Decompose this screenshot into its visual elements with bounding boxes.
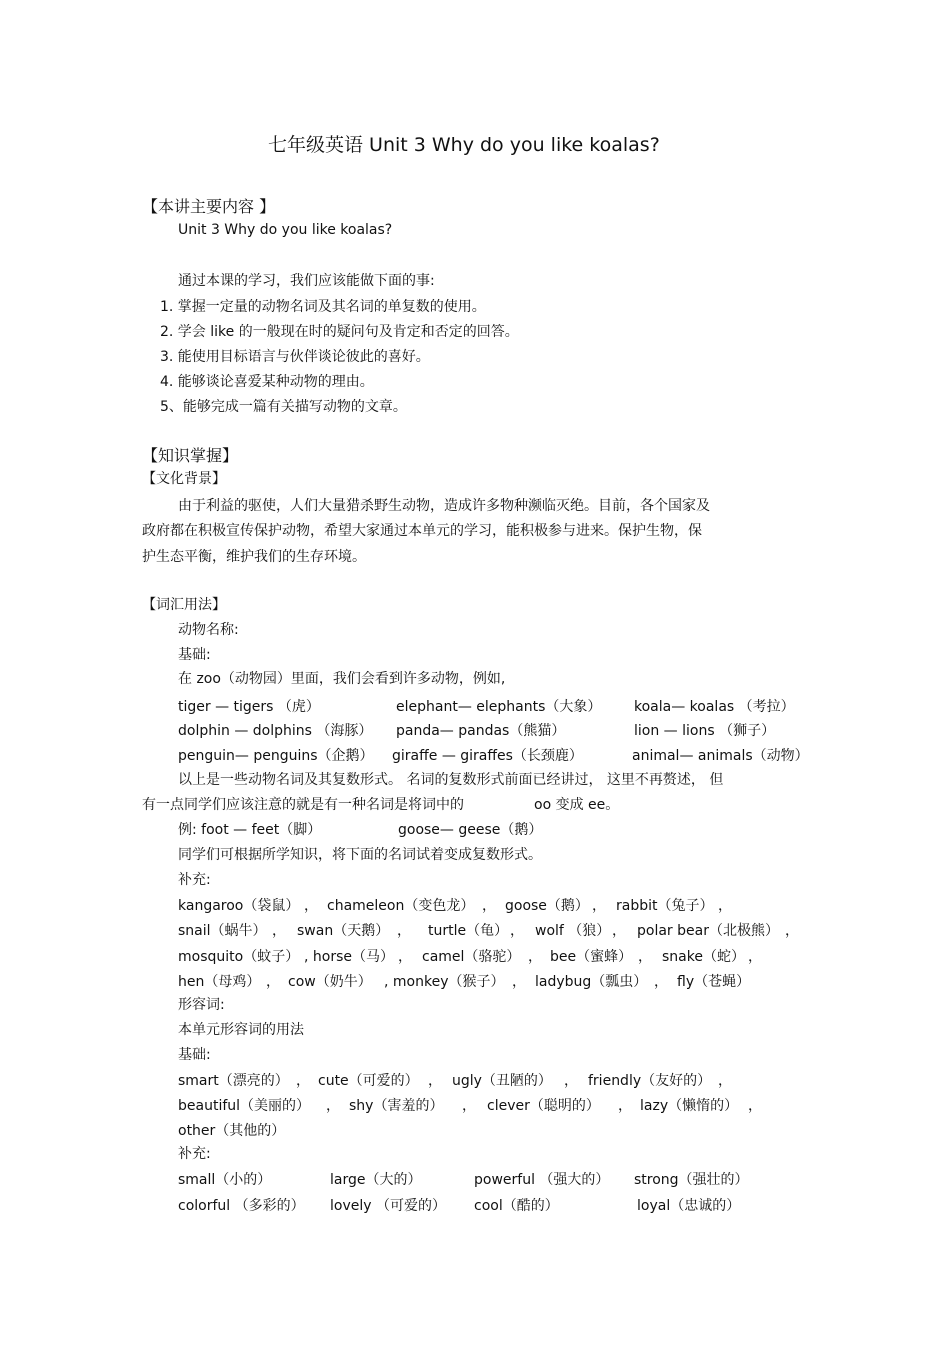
vocab-heading: 【词汇用法】 (142, 597, 226, 613)
supplement-word: swan（天鹅） (297, 923, 390, 939)
culture-paragraph-line: 护生态平衡，维护我们的生存环境。 (142, 549, 366, 565)
unit-line: Unit 3 Why do you like koalas? (178, 222, 393, 238)
plural-note-line: 以上是一些动物名词及其复数形式。 名词的复数形式前面已经讲过， 这里不再赘述， 但 (178, 772, 724, 788)
supplement-word: chameleon（变色龙） (327, 898, 475, 914)
supplement-word: snake（蛇） (662, 949, 745, 965)
separator: ， (618, 1098, 632, 1114)
adjective-word: lovely （可爱的） (330, 1198, 446, 1214)
adjective-word: friendly（友好的） (588, 1073, 712, 1089)
adjective-word: large（大的） (330, 1172, 422, 1188)
goal-item: 3. 能使用目标语言与伙伴谈论彼此的喜好。 (160, 349, 430, 365)
adjective-supplement-label: 补充: (178, 1146, 211, 1162)
separator: ， (785, 923, 799, 939)
supplement-word: polar bear（北极熊） (637, 923, 779, 939)
supplement-word: wolf （狼） (535, 923, 611, 939)
separator: ， (304, 898, 318, 914)
culture-heading: 【文化背景】 (142, 471, 226, 487)
example-foot: 例: foot — feet（脚） (178, 822, 322, 838)
supplement-word: kangaroo（袋鼠） (178, 898, 300, 914)
separator: ， (428, 1073, 442, 1089)
plural-note-oo-ee: oo 变成 ee。 (534, 797, 620, 813)
adjective-word: other（其他的） (178, 1123, 286, 1139)
adjective-word: colorful （多彩的） (178, 1198, 305, 1214)
adjective-word: clever（聪明的） (487, 1098, 600, 1114)
adjective-word: beautiful（美丽的） (178, 1098, 311, 1114)
supplement-label: 补充: (178, 872, 211, 888)
supplement-word: turtle（龟） (428, 923, 509, 939)
separator: ， (397, 923, 411, 939)
animal-names-label: 动物名称: (178, 622, 239, 638)
example-goose: goose— geese（鹅） (398, 822, 543, 838)
supplement-word: fly（苍蝇） (677, 974, 751, 990)
animal-plural-entry: giraffe — giraffes（长颈鹿） (392, 748, 583, 764)
goal-item: 1. 掌握一定量的动物名词及其名词的单复数的使用。 (160, 299, 486, 315)
separator: ， (748, 1098, 762, 1114)
adjective-word: smart（漂亮的） (178, 1073, 289, 1089)
adjective-word: small（小的） (178, 1172, 272, 1188)
separator: ， (510, 923, 524, 939)
animal-plural-entry: animal— animals（动物） (632, 748, 809, 764)
intro-line: 通过本课的学习，我们应该能做下面的事: (178, 273, 435, 289)
animal-plural-entry: lion — lions （狮子） (634, 723, 776, 739)
zoo-line: 在 zoo（动物园）里面，我们会看到许多动物，例如, (178, 671, 506, 687)
exercise-line: 同学们可根据所学知识，将下面的名词试着变成复数形式。 (178, 847, 542, 863)
supplement-word: snail（蜗牛） (178, 923, 267, 939)
main-content-heading: 【本讲主要内容 】 (142, 197, 276, 216)
supplement-word: , monkey（猴子） (384, 974, 505, 990)
separator: ， (462, 1098, 476, 1114)
plural-note-line: 有一点同学们应该注意的就是有一种名词是将词中的 (142, 797, 464, 813)
separator: ， (398, 949, 412, 965)
supplement-word: ladybug（瓢虫） (535, 974, 648, 990)
separator: ， (638, 949, 652, 965)
separator: ， (612, 923, 626, 939)
animal-plural-entry: koala— koalas （考拉） (634, 699, 795, 715)
adjective-word: loyal（忠诚的） (637, 1198, 741, 1214)
separator: ， (528, 949, 542, 965)
adjective-word: ugly（丑陋的） (452, 1073, 552, 1089)
basics-label: 基础: (178, 647, 211, 663)
adjective-word: cute（可爱的） (318, 1073, 419, 1089)
separator: ， (564, 1073, 578, 1089)
adjective-basics-label: 基础: (178, 1047, 211, 1063)
separator: ， (512, 974, 526, 990)
separator: ， (718, 898, 732, 914)
adjective-usage: 本单元形容词的用法 (178, 1022, 304, 1038)
culture-paragraph-line: 政府都在积极宣传保护动物，希望大家通过本单元的学习，能积极参与进来。保护生物，保 (142, 523, 702, 539)
adjective-word: shy（害羞的） (349, 1098, 444, 1114)
culture-paragraph-line: 由于利益的驱使，人们大量猎杀野生动物，造成许多物种濒临灭绝。目前，各个国家及 (178, 498, 710, 514)
adjective-word: lazy（懒惰的） (640, 1098, 739, 1114)
animal-plural-entry: tiger — tigers （虎） (178, 699, 320, 715)
animal-plural-entry: dolphin — dolphins （海豚） (178, 723, 373, 739)
animal-plural-entry: panda— pandas（熊猫） (396, 723, 566, 739)
separator: ， (592, 898, 606, 914)
separator: ， (718, 1073, 732, 1089)
separator: ， (748, 949, 762, 965)
adjective-heading: 形容词: (178, 997, 225, 1013)
adjective-word: strong（强壮的） (634, 1172, 749, 1188)
separator: ， (296, 1073, 310, 1089)
adjective-word: powerful （强大的） (474, 1172, 610, 1188)
animal-plural-entry: elephant— elephants（大象） (396, 699, 602, 715)
separator: ， (326, 1098, 340, 1114)
supplement-word: cow（奶牛） (288, 974, 372, 990)
adjective-word: cool（酷的） (474, 1198, 559, 1214)
page-title: 七年级英语 Unit 3 Why do you like koalas? (268, 134, 660, 156)
supplement-word: hen（母鸡） (178, 974, 261, 990)
goal-item: 2. 学会 like 的一般现在时的疑问句及肯定和否定的回答。 (160, 324, 519, 340)
separator: ， (482, 898, 496, 914)
animal-plural-entry: penguin— penguins（企鹅） (178, 748, 374, 764)
goal-item: 4. 能够谈论喜爱某种动物的理由。 (160, 374, 374, 390)
separator: ， (654, 974, 668, 990)
supplement-word: goose（鹅） (505, 898, 589, 914)
supplement-word: mosquito（蚊子） (178, 949, 300, 965)
knowledge-heading: 【知识掌握】 (142, 446, 239, 465)
supplement-word: rabbit（兔子） (616, 898, 714, 914)
supplement-word: bee（蜜蜂） (550, 949, 633, 965)
separator: ， (266, 974, 280, 990)
separator: ， (272, 923, 286, 939)
goal-item: 5、能够完成一篇有关描写动物的文章。 (160, 399, 407, 415)
supplement-word: camel（骆驼） (422, 949, 521, 965)
supplement-word: , horse（马） (304, 949, 395, 965)
